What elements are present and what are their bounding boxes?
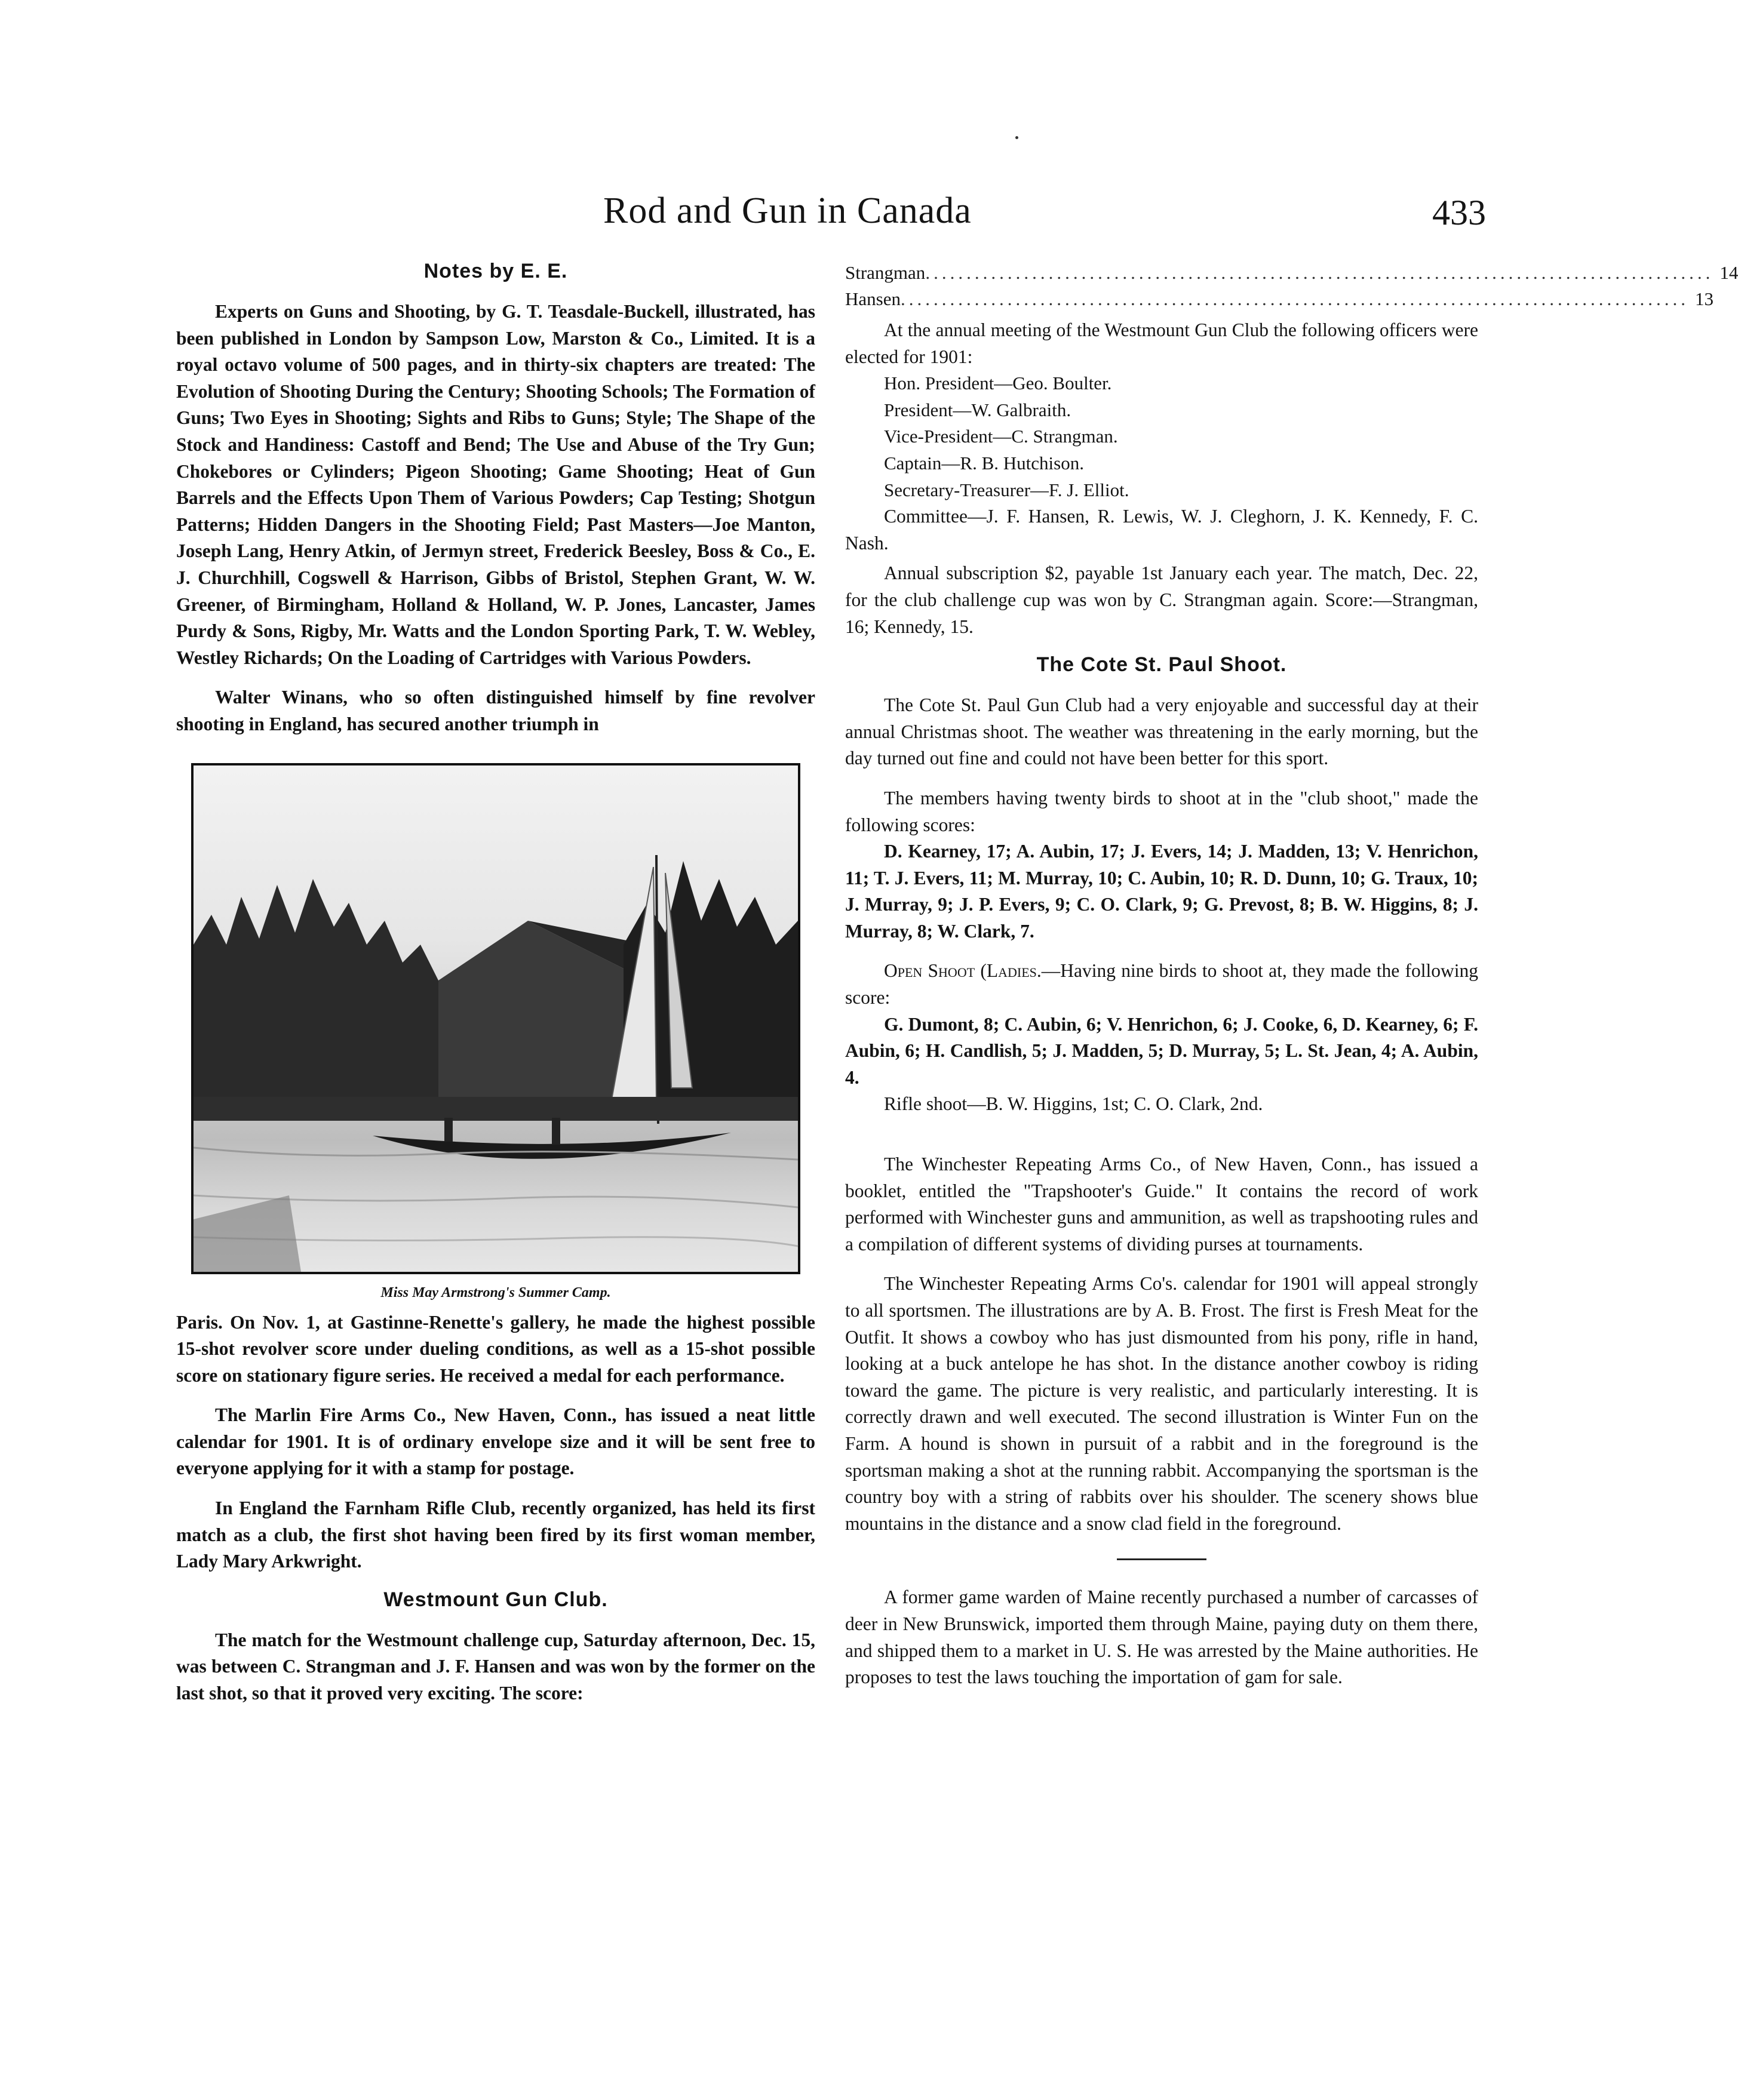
- page-number: 433: [1432, 193, 1486, 232]
- rifle-shoot-line: Rifle shoot—B. W. Higgins, 1st; C. O. Clark, 2nd.: [884, 1093, 1263, 1115]
- maine-warden-paragraph: A former game warden of Maine recently purchased a number of carcasses of deer in New Brunswick, imported them through Maine, paying duty on them there, and shipped them to a market in U. S. He was arrested by the Maine authorities. He proposes to test the laws touching the importation of gam for sale.: [845, 1586, 1478, 1688]
- leader-dots: ................................................................................................: [925, 262, 1714, 283]
- annual-meeting-paragraph: At the annual meeting of the Westmount Gun Club the following officers were elected for 1901:: [845, 319, 1478, 367]
- officer-line: Vice-President—C. Strangman.: [884, 426, 1118, 447]
- open-shoot-label: Open Shoot (Ladies.: [884, 960, 1042, 982]
- leader-dots: ................................................................................................: [900, 288, 1689, 309]
- left-column: [176, 260, 815, 1720]
- winans-paragraph: Walter Winans, who so often distinguished himself by fine revolver shooting in England, has secured another triumph in: [176, 687, 815, 734]
- score-value: 14: [1719, 262, 1738, 283]
- experts-paragraph: Experts on Guns and Shooting, by G. T. Teasdale-Buckell, illustrated, has been published in London by Sampson Low, Marston & Co., Limited. It is a royal octavo volume of 500 pages, and in thirty-six chapters are treated: The Evolution of Shooting During the Century; Shooting Schools; The Formation of Guns; Two Eyes in Shooting; Sights and Ribs to Guns; Style; The Shape of the Stock and Handiness: Castoff and Bend; The Use and Abuse of the Try Gun; Chokebores or Cylinders; Pigeon Shooting; Game Shooting; Heat of Gun Barrels and the Effects Upon Them of Various Powders; Cap Testing; Shotgun Patterns; Hidden Dangers in the Shooting Field; Past Masters—Joe Manton, Joseph Lang, Henry Atkin, of Jermyn street, Frederick Beesley, Boss & Co., E. J. Churchhill, Cogswell & Harrison, Gibbs of Bristol, Stephen Grant, W. W. Greener, of Birmingham, Holland & Holland, W. P. Jones, Lancaster, James Purdy & Sons, Rigby, Mr. Watts and the London Sporting Park, T. W. Webley, Westley Richards; On the Loading of Cartridges with Various Powders.: [176, 301, 815, 668]
- ladies-scores: G. Dumont, 8; C. Aubin, 6; V. Henrichon, 6; J. Cooke, 6, D. Kearney, 6; F. Aubin, 6; H. Candlish, 5; J. Madden, 5; D. Murray, 5; L. St. Jean, 4; A. Aubin, 4.: [845, 1013, 1478, 1088]
- running-head: [603, 190, 1486, 238]
- cote-st-paul-heading: The Cote St. Paul Shoot.: [1036, 653, 1287, 677]
- score-name: Strangman: [845, 262, 926, 283]
- officer-line: President—W. Galbraith.: [884, 399, 1071, 420]
- cote-paragraph-1: The Cote St. Paul Gun Club had a very enjoyable and successful day at their annual Christmas shoot. The weather was threatening in the early morning, but the day turned out fine and could not have been better for this sport.: [845, 694, 1478, 769]
- score-line: [845, 286, 1714, 312]
- subscription-paragraph: Annual subscription $2, payable 1st January each year. The match, Dec. 22, for the club challenge cup was won by C. Strangman again. Score:—Strangman, 16; Kennedy, 15.: [845, 562, 1478, 637]
- score-name: Hansen: [845, 288, 901, 309]
- farnham-paragraph: In England the Farnham Rifle Club, recently organized, has held its first match as a club, the first shot having been fired by its first woman member, Lady Mary Arkwright.: [176, 1498, 815, 1572]
- club-shoot-scores: D. Kearney, 17; A. Aubin, 17; J. Evers, 14; J. Madden, 13; V. Henrichon, 11; T. J. Evers, 11; M. Murray, 10; C. Aubin, 10; R. D. Dunn, 10; G. Traux, 10; J. Murray, 9; J. P. Evers, 9; C. O. Clark, 9; G. Prevost, 8; B. W. Higgins, 8; J. Murray, 8; W. Clark, 7.: [845, 841, 1478, 942]
- open-shoot-paragraph: [845, 958, 1478, 1011]
- right-column: [845, 260, 1738, 1704]
- westmount-heading: Westmount Gun Club.: [383, 1588, 608, 1611]
- marlin-paragraph: The Marlin Fire Arms Co., New Haven, Conn., has issued a neat little calendar for 1901. It is of ordinary envelope size and it will be sent free to everyone applying for it with a stamp for postage.: [176, 1404, 815, 1479]
- print-speck: [1015, 136, 1018, 139]
- section-divider: [1117, 1558, 1206, 1560]
- figure-caption: Miss May Armstrong's Summer Camp.: [380, 1284, 611, 1300]
- officer-line: Captain—R. B. Hutchison.: [884, 452, 1084, 474]
- winchester-guide-paragraph: The Winchester Repeating Arms Co., of New Haven, Conn., has issued a booklet, entitled the "Trapshooter's Guide." It contains the record of work performed with Winchester guns and ammunition, as well as trapshooting rules and a compilation of different systems of dividing purses at tournaments.: [845, 1154, 1478, 1255]
- notes-heading: Notes by E. E.: [423, 260, 568, 282]
- score-line: [845, 260, 1738, 286]
- open-shoot-text: —Having nine birds to shoot at, they made the following score:: [845, 960, 1479, 1009]
- summer-camp-photo: [191, 763, 800, 1274]
- cote-paragraph-2: The members having twenty birds to shoot at in the "club shoot," made the following scores:: [845, 787, 1478, 835]
- paris-paragraph: Paris. On Nov. 1, at Gastinne-Renette's gallery, he made the highest possible 15-shot revolver score under dueling conditions, as well as a 15-shot possible score on stationary figure series. He received a medal for each performance.: [176, 1311, 815, 1386]
- winchester-calendar-paragraph: The Winchester Repeating Arms Co's. calendar for 1901 will appeal strongly to all sportsmen. The illustrations are by A. B. Frost. The first is Fresh Meat for the Outfit. It shows a cowboy who has just dismounted from his pony, rifle in hand, looking at a buck antelope he has shot. In the distance another cowboy is riding toward the game. The picture is very realistic, and particularly interesting. It is correctly drawn and well executed. The second illustration is Winter Fun on the Farm. A hound is shown in pursuit of a rabbit and in the foreground is the sportsman making a shot at the running rabbit. Accompanying the sportsman is the country boy with a string of rabbits over his shoulder. The scenery shows blue mountains in the distance and a snow clad field in the foreground.: [845, 1273, 1478, 1534]
- officer-line: Secretary-Treasurer—F. J. Elliot.: [884, 479, 1129, 500]
- photo-illustration: [194, 765, 798, 1272]
- committee-paragraph: Committee—J. F. Hansen, R. Lewis, W. J. Cleghorn, J. K. Kennedy, F. C. Nash.: [845, 506, 1478, 554]
- officer-line: Hon. President—Geo. Boulter.: [884, 373, 1112, 394]
- running-title: Rod and Gun in Canada: [603, 190, 972, 231]
- westmount-match-paragraph: The match for the Westmount challenge cup, Saturday afternoon, Dec. 15, was between C. Strangman and J. F. Hansen and was won by the former on the last shot, so that it proved very exciting. The score:: [176, 1629, 815, 1704]
- score-value: 13: [1694, 288, 1714, 309]
